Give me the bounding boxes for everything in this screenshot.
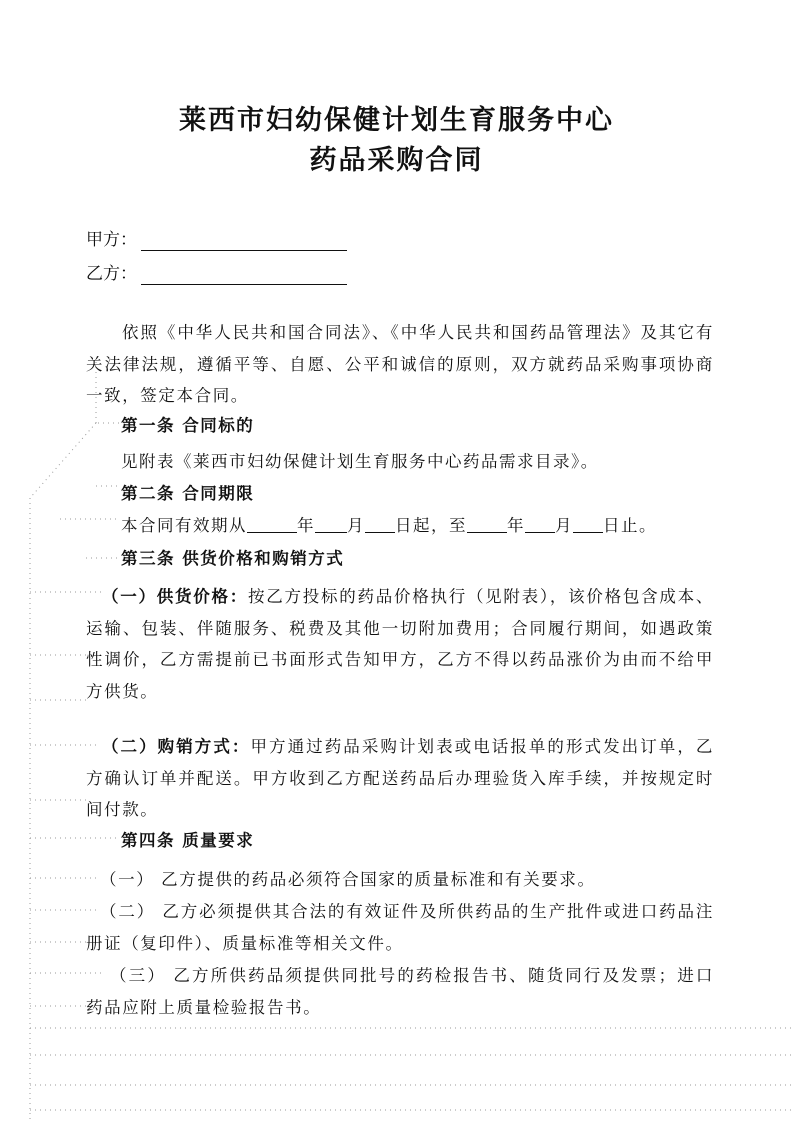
article-3-heading: 第三条 供货价格和购销方式	[121, 549, 345, 568]
purchase-method-label: （二）购销方式：	[102, 737, 251, 756]
supply-price-label: （一）供货价格：	[102, 587, 248, 606]
article-1-heading: 第一条 合同标的	[121, 416, 255, 435]
party-a-row	[86, 229, 347, 251]
day-to-label: 日止。	[603, 516, 657, 535]
article-1-body: 见附表《莱西市妇幼保健计划生育服务中心药品需求目录》。	[121, 452, 599, 471]
article-4-item-1: （一） 乙方提供的药品必须符合国家的质量标准和有关要求。	[100, 870, 596, 889]
purchase-method-text: 甲方通过药品采购计划表或电话报单的形式发出订单，乙方确认订单并配送。甲方收到乙方配送药品后办理验货入库手续，并按规定时间付款。	[86, 737, 714, 819]
article-4-item-2: （二） 乙方必须提供其合法的有效证件及所供药品的生产批件或进口药品注册证（复印件）、质量标准等相关文件。	[86, 902, 714, 953]
party-b-label: 乙方：	[86, 264, 137, 284]
party-b-blank	[141, 268, 347, 285]
party-b-row	[86, 263, 347, 285]
article-3-item-2	[86, 731, 714, 826]
party-a-blank	[141, 234, 347, 251]
start-day-blank	[365, 517, 395, 533]
title-line-1: 莱西市妇幼保健计划生育服务中心	[179, 105, 614, 136]
month-label: 月	[347, 516, 365, 535]
start-year-blank	[247, 517, 297, 533]
end-year-blank	[467, 517, 507, 533]
start-month-blank	[315, 517, 347, 533]
intro-paragraph: 依照《中华人民共和国合同法》、《中华人民共和国药品管理法》及其它有关法律法规，遵循平等、自愿、公平和诚信的原则，双方就药品采购事项协商一致，签定本合同。	[86, 323, 714, 405]
day-from-label: 日起，至	[395, 516, 467, 535]
end-month-blank	[525, 517, 555, 533]
party-a-label: 甲方：	[86, 230, 137, 250]
end-month-label: 月	[555, 516, 573, 535]
end-year-label: 年	[507, 516, 525, 535]
article-2-heading: 第二条 合同期限	[121, 484, 255, 503]
article-4-heading: 第四条 质量要求	[121, 831, 255, 850]
term-prefix: 本合同有效期从	[121, 516, 247, 535]
article-4-item-3: （三） 乙方所供药品须提供同批号的药检报告书、随货同行及发票；进口药品应附上质量检验报告书。	[86, 966, 714, 1017]
article-3-item-1	[86, 581, 714, 707]
supply-price-text: 按乙方投标的药品价格执行（见附表），该价格包含成本、运输、包装、伴随服务、税费及其他一切附加费用；合同履行期间，如遇政策性调价，乙方需提前已书面形式告知甲方，乙方不得以药品涨价为由而不给甲方供货。	[86, 587, 714, 701]
article-2-body	[121, 514, 657, 538]
title-line-2: 药品采购合同	[309, 145, 484, 176]
end-day-blank	[573, 517, 603, 533]
year-label: 年	[297, 516, 315, 535]
